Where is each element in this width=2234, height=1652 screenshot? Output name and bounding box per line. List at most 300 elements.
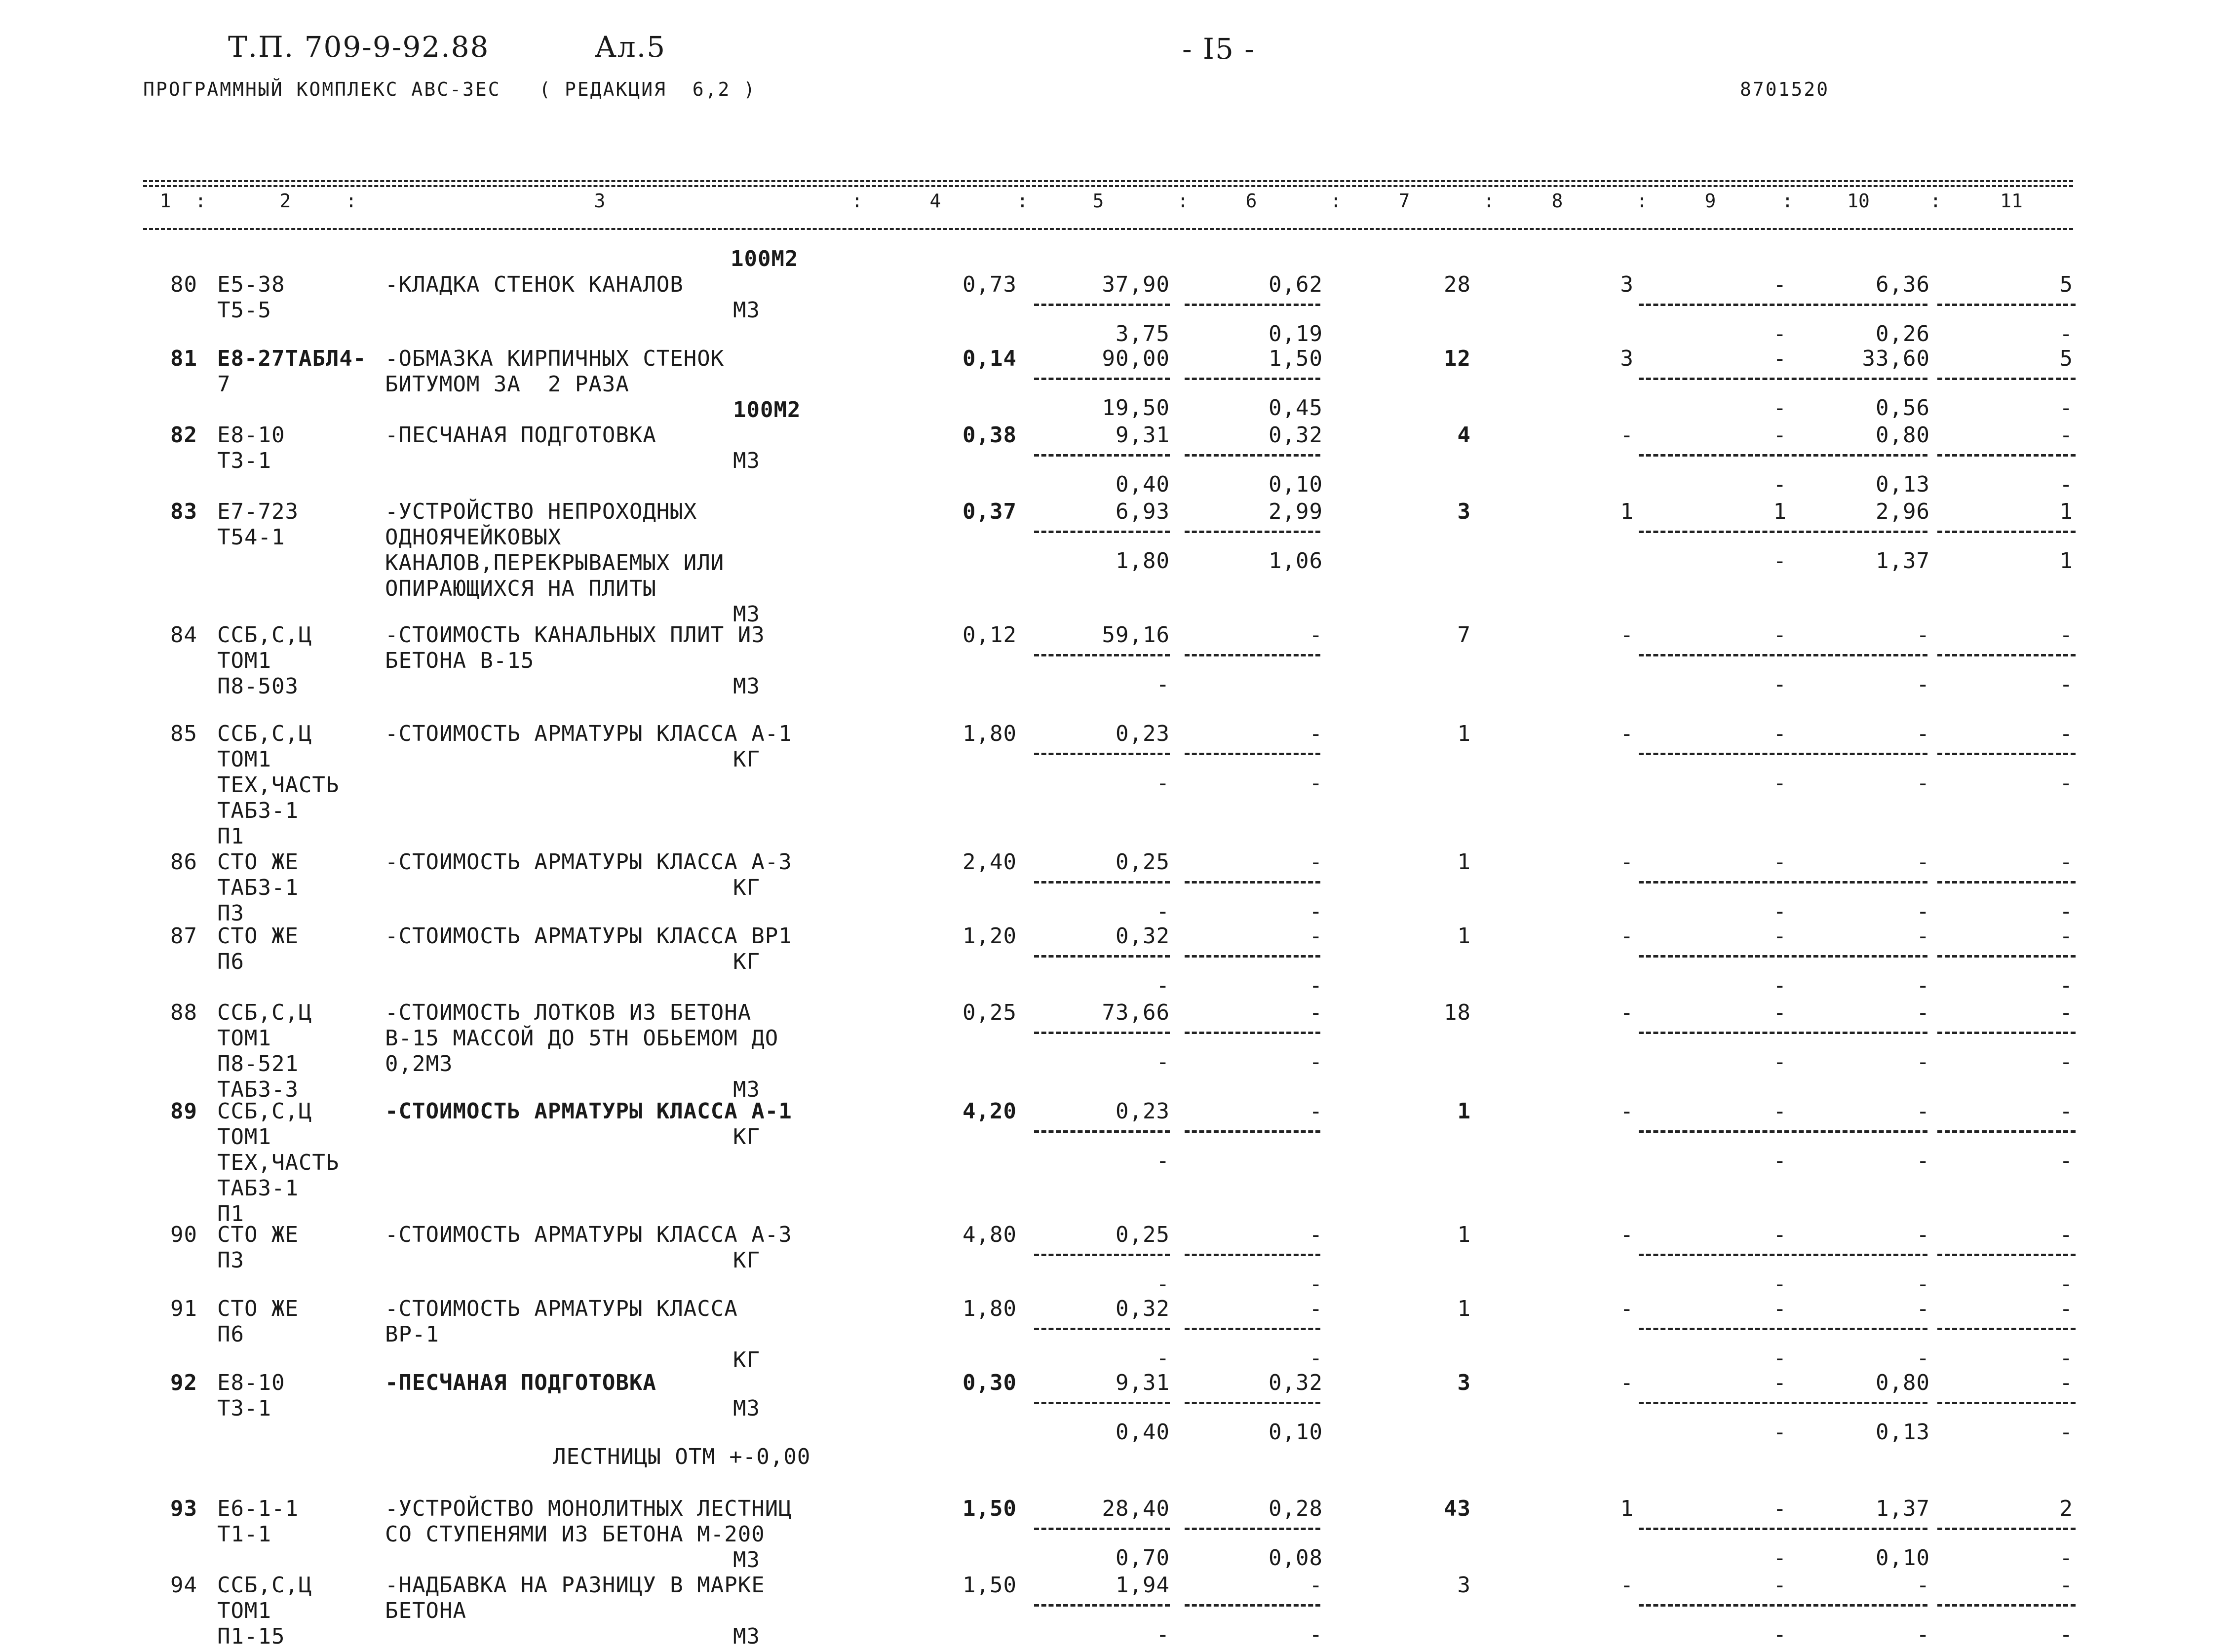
column-separator: : — [195, 190, 206, 212]
column-separator: : — [1782, 190, 1793, 212]
work-description: В-15 МАССОЙ ДО 5ТН ОБЬЕМОМ ДО — [385, 1026, 779, 1051]
value-underline — [1185, 1032, 1320, 1034]
cell-c6: 0,62 — [1269, 272, 1323, 297]
value-underline — [1639, 1402, 1782, 1404]
value-underline — [1784, 1328, 1927, 1330]
cell-c5: 73,66 — [1102, 1000, 1170, 1025]
cell-c7: 7 — [1457, 622, 1471, 648]
cell-c4: 1,80 — [963, 1296, 1017, 1321]
cell-c9b: - — [1773, 321, 1787, 346]
cell-c7: 1 — [1457, 923, 1471, 949]
value-underline — [1639, 304, 1782, 306]
value-underline — [1784, 304, 1927, 306]
program-line: ПРОГРАММНЫЙ КОМПЛЕКС АВС-ЗЕС ( РЕДАКЦИЯ 6,2 ) — [143, 78, 757, 100]
cell-c9b: - — [1773, 1049, 1787, 1075]
column-header-8: 8 — [1551, 190, 1563, 212]
cell-c4: 0,37 — [963, 499, 1017, 524]
value-underline — [1784, 881, 1927, 884]
norm-code: ССБ,С,Ц — [217, 1099, 312, 1124]
cell-c5: 0,32 — [1116, 1296, 1170, 1321]
value-underline — [1034, 1254, 1170, 1256]
table-top-rule-2 — [143, 185, 2073, 187]
value-underline — [1185, 304, 1320, 306]
cell-c10b: - — [1916, 672, 1930, 697]
value-underline — [1185, 753, 1320, 755]
norm-code: ТАБ3-1 — [217, 875, 299, 900]
cell-c4: 0,12 — [963, 622, 1017, 648]
cell-c5: 6,93 — [1116, 499, 1170, 524]
cell-c5b: 1,80 — [1116, 548, 1170, 574]
value-underline — [1034, 654, 1170, 656]
norm-code: П8-521 — [217, 1051, 299, 1076]
cell-c8: - — [1620, 622, 1634, 648]
value-underline — [1937, 1402, 2076, 1404]
row-number: 83 — [170, 499, 197, 524]
unit-label: М3 — [733, 674, 760, 699]
norm-code: ТЕХ,ЧАСТЬ — [217, 772, 340, 798]
cell-c6b: 0,19 — [1269, 321, 1323, 346]
value-underline — [1937, 304, 2076, 306]
cell-c5: 59,16 — [1102, 622, 1170, 648]
cell-c11b: - — [2059, 1148, 2073, 1173]
cell-c10b: 0,56 — [1876, 395, 1930, 421]
norm-code: Е8-10 — [217, 1370, 285, 1395]
value-underline — [1639, 531, 1782, 533]
cell-c5b: - — [1156, 1049, 1170, 1075]
value-underline — [1034, 454, 1170, 457]
cell-c9: - — [1773, 1370, 1787, 1395]
column-header-4: 4 — [929, 190, 941, 212]
cell-c11: 2 — [2059, 1496, 2073, 1521]
value-underline — [1034, 1402, 1170, 1404]
value-underline — [1937, 1032, 2076, 1034]
cell-c10b: 0,10 — [1876, 1545, 1930, 1571]
row-number: 87 — [170, 923, 197, 949]
cell-c9b: - — [1773, 770, 1787, 796]
cell-c9b: - — [1773, 973, 1787, 998]
value-underline — [1185, 955, 1320, 958]
norm-code: ТОМ1 — [217, 1026, 271, 1051]
value-underline — [1937, 955, 2076, 958]
cell-c11b: - — [2059, 1271, 2073, 1297]
work-description: ВР-1 — [385, 1322, 439, 1347]
cell-c7: 12 — [1444, 346, 1471, 371]
cell-c9b: - — [1773, 1622, 1787, 1647]
column-header-6: 6 — [1245, 190, 1257, 212]
value-underline — [1937, 1328, 2076, 1330]
value-underline — [1185, 531, 1320, 533]
column-header-3: 3 — [594, 190, 606, 212]
column-header-9: 9 — [1704, 190, 1716, 212]
work-description: -НАДБАВКА НА РАЗНИЦУ В МАРКЕ — [385, 1573, 765, 1598]
cell-c6: - — [1309, 849, 1323, 875]
norm-code: ТЕХ,ЧАСТЬ — [217, 1150, 340, 1175]
row-number: 84 — [170, 622, 197, 648]
cell-c11: - — [2059, 849, 2073, 875]
norm-code: 7 — [217, 372, 231, 397]
norm-code: Т1-1 — [217, 1522, 271, 1547]
row-number: 89 — [170, 1099, 197, 1124]
work-description: КАНАЛОВ,ПЕРЕКРЫВАЕМЫХ ИЛИ — [385, 550, 725, 576]
row-number: 90 — [170, 1222, 197, 1247]
value-underline — [1639, 753, 1782, 755]
cell-c6b: - — [1309, 899, 1323, 924]
cell-c8: - — [1620, 1222, 1634, 1247]
cell-c11: 5 — [2059, 272, 2073, 297]
column-separator: : — [346, 190, 357, 212]
cell-c10: 0,80 — [1876, 1370, 1930, 1395]
norm-code: ТАБ3-3 — [217, 1077, 299, 1102]
cell-c7: 3 — [1457, 499, 1471, 524]
cell-c7: 3 — [1457, 1573, 1471, 1598]
work-description: БИТУМОМ ЗА 2 РАЗА — [385, 372, 629, 397]
column-header-10: 10 — [1847, 190, 1870, 212]
cell-c11b: - — [2059, 472, 2073, 497]
cell-c7: 1 — [1457, 1296, 1471, 1321]
work-description: -УСТРОЙСТВО МОНОЛИТНЫХ ЛЕСТНИЦ — [385, 1496, 792, 1521]
cell-c11: - — [2059, 622, 2073, 648]
unit-label: КГ — [733, 1347, 760, 1373]
cell-c10: 2,96 — [1876, 499, 1930, 524]
norm-code: СТО ЖЕ — [217, 1222, 299, 1247]
unit-label: М3 — [733, 298, 760, 323]
cell-c11: - — [2059, 1296, 2073, 1321]
value-underline — [1784, 1032, 1927, 1034]
unit-label: КГ — [733, 949, 760, 974]
cell-c9: - — [1773, 1099, 1787, 1124]
value-underline — [1034, 531, 1170, 533]
norm-code: ТОМ1 — [217, 648, 271, 673]
column-separator: : — [1330, 190, 1342, 212]
cell-c9: - — [1773, 423, 1787, 448]
norm-code: ССБ,С,Ц — [217, 622, 312, 648]
norm-code: Е8-10 — [217, 423, 285, 448]
cell-c5b: 19,50 — [1102, 395, 1170, 421]
value-underline — [1639, 881, 1782, 884]
norm-code: ТОМ1 — [217, 747, 271, 772]
cell-c6b: - — [1309, 770, 1323, 796]
row-number: 93 — [170, 1496, 197, 1521]
cell-c5b: - — [1156, 973, 1170, 998]
cell-c5: 28,40 — [1102, 1496, 1170, 1521]
cell-c6: - — [1309, 1296, 1323, 1321]
cell-c7: 28 — [1444, 272, 1471, 297]
cell-c4: 0,25 — [963, 1000, 1017, 1025]
work-description: БЕТОНА — [385, 1598, 466, 1623]
cell-c10b: 1,37 — [1876, 548, 1930, 574]
cell-c11b: - — [2059, 899, 2073, 924]
column-header-11: 11 — [2000, 190, 2023, 212]
cell-c5b: - — [1156, 672, 1170, 697]
value-underline — [1639, 1254, 1782, 1256]
cell-c11b: - — [2059, 973, 2073, 998]
cell-c9: - — [1773, 1000, 1787, 1025]
cell-c8: 3 — [1620, 272, 1634, 297]
norm-code: ССБ,С,Ц — [217, 1000, 312, 1025]
work-description: -СТОИМОСТЬ АРМАТУРЫ КЛАССА А-1 — [385, 1099, 792, 1124]
norm-code: ТОМ1 — [217, 1124, 271, 1150]
work-description: -КЛАДКА СТЕНОК КАНАЛОВ — [385, 272, 684, 297]
column-header-rule — [143, 228, 2073, 230]
cell-c10: - — [1916, 1573, 1930, 1598]
column-separator: : — [1017, 190, 1028, 212]
norm-code: Е7-723 — [217, 499, 299, 524]
cell-c10b: - — [1916, 1148, 1930, 1173]
cell-c10b: 0,13 — [1876, 1420, 1930, 1445]
cell-c10: 1,37 — [1876, 1496, 1930, 1521]
norm-code: П6 — [217, 949, 244, 974]
cell-c6b: 1,06 — [1269, 548, 1323, 574]
value-underline — [1185, 654, 1320, 656]
cell-c5: 9,31 — [1116, 1370, 1170, 1395]
cell-c4: 0,73 — [963, 272, 1017, 297]
value-underline — [1639, 955, 1782, 958]
value-underline — [1639, 454, 1782, 457]
value-underline — [1034, 955, 1170, 958]
cell-c6b: 0,10 — [1269, 472, 1323, 497]
cell-c4: 0,14 — [963, 346, 1017, 371]
cell-c8: - — [1620, 923, 1634, 949]
norm-code: СТО ЖЕ — [217, 849, 299, 875]
cell-c11: - — [2059, 1099, 2073, 1124]
cell-c7: 3 — [1457, 1370, 1471, 1395]
norm-code: Е8-27ТАБЛ4- — [217, 346, 367, 371]
cell-c10: - — [1916, 849, 1930, 875]
value-underline — [1639, 1130, 1782, 1133]
value-underline — [1784, 1130, 1927, 1133]
cell-c4: 1,80 — [963, 721, 1017, 746]
cell-c9b: - — [1773, 1545, 1787, 1571]
value-underline — [1639, 1032, 1782, 1034]
value-underline — [1639, 1604, 1782, 1607]
value-underline — [1034, 1528, 1170, 1530]
cell-c11: 5 — [2059, 346, 2073, 371]
cell-c6b: - — [1309, 1049, 1323, 1075]
work-description: 0,2М3 — [385, 1051, 453, 1076]
cell-c5b: - — [1156, 1148, 1170, 1173]
unit-label: М3 — [733, 448, 760, 473]
value-underline — [1034, 1604, 1170, 1607]
value-underline — [1937, 454, 2076, 457]
cell-c11b: - — [2059, 1622, 2073, 1647]
work-description: -СТОИМОСТЬ АРМАТУРЫ КЛАССА А-3 — [385, 1222, 792, 1247]
table-top-rule — [143, 180, 2073, 182]
cell-c11: - — [2059, 1222, 2073, 1247]
cell-c9b: - — [1773, 1345, 1787, 1371]
value-underline — [1784, 531, 1927, 533]
value-underline — [1937, 753, 2076, 755]
cell-c10: - — [1916, 1222, 1930, 1247]
cell-c11b: - — [2059, 672, 2073, 697]
value-underline — [1784, 1254, 1927, 1256]
row-number: 82 — [170, 423, 197, 448]
value-underline — [1034, 378, 1170, 380]
cell-c6: 0,32 — [1269, 1370, 1323, 1395]
norm-code: П8-503 — [217, 674, 299, 699]
cell-c4: 0,30 — [963, 1370, 1017, 1395]
value-underline — [1937, 881, 2076, 884]
unit-label: М3 — [733, 1547, 760, 1573]
section-heading: ЛЕСТНИЦЫ ОТМ +-0,00 — [553, 1444, 811, 1469]
cell-c6: - — [1309, 923, 1323, 949]
norm-code: Е5-38 — [217, 272, 285, 297]
album-number: Ал.5 — [595, 30, 666, 64]
cell-c11b: - — [2059, 321, 2073, 346]
cell-c11b: - — [2059, 1345, 2073, 1371]
cell-c10: - — [1916, 923, 1930, 949]
norm-code: ССБ,С,Ц — [217, 721, 312, 746]
cell-c9b: - — [1773, 1420, 1787, 1445]
cell-c9b: - — [1773, 472, 1787, 497]
unit-label: КГ — [733, 1124, 760, 1150]
cell-c10: - — [1916, 1296, 1930, 1321]
cell-c11b: - — [2059, 395, 2073, 421]
cell-c9: - — [1773, 1222, 1787, 1247]
norm-code: Т3-1 — [217, 448, 271, 473]
work-description: -СТОИМОСТЬ КАНАЛЬНЫХ ПЛИТ ИЗ — [385, 622, 765, 648]
cell-c11: - — [2059, 1573, 2073, 1598]
cell-c9b: - — [1773, 1148, 1787, 1173]
cell-c11: - — [2059, 1000, 2073, 1025]
cell-c4: 4,80 — [963, 1222, 1017, 1247]
value-underline — [1639, 1328, 1782, 1330]
cell-c6: 1,50 — [1269, 346, 1323, 371]
cell-c5: 0,23 — [1116, 1099, 1170, 1124]
row-number: 91 — [170, 1296, 197, 1321]
column-header-2: 2 — [279, 190, 291, 212]
unit-label: КГ — [733, 747, 760, 772]
work-description: -СТОИМОСТЬ АРМАТУРЫ КЛАССА А-3 — [385, 849, 792, 875]
cell-c9: - — [1773, 923, 1787, 949]
value-underline — [1034, 1032, 1170, 1034]
cell-c6: 0,32 — [1269, 423, 1323, 448]
value-underline — [1185, 454, 1320, 457]
cell-c7: 1 — [1457, 849, 1471, 875]
cell-c5b: 0,40 — [1116, 1420, 1170, 1445]
cell-c10: 0,80 — [1876, 423, 1930, 448]
cell-c5b: - — [1156, 1622, 1170, 1647]
unit-label: М3 — [733, 1624, 760, 1649]
column-separator: : — [1930, 190, 1941, 212]
value-underline — [1639, 378, 1782, 380]
cell-c5b: 3,75 — [1116, 321, 1170, 346]
cell-c5: 0,23 — [1116, 721, 1170, 746]
cell-c8: - — [1620, 849, 1634, 875]
cell-c4: 4,20 — [963, 1099, 1017, 1124]
value-underline — [1784, 753, 1927, 755]
value-underline — [1185, 1254, 1320, 1256]
cell-c11b: - — [2059, 1545, 2073, 1571]
value-underline — [1034, 881, 1170, 884]
work-description: -СТОИМОСТЬ ЛОТКОВ ИЗ БЕТОНА — [385, 1000, 752, 1025]
work-description: -СТОИМОСТЬ АРМАТУРЫ КЛАССА ВР1 — [385, 923, 792, 949]
value-underline — [1185, 881, 1320, 884]
cell-c6b: - — [1309, 973, 1323, 998]
column-separator: : — [851, 190, 863, 212]
value-underline — [1034, 304, 1170, 306]
cell-c4: 1,50 — [963, 1573, 1017, 1598]
cell-c5b: - — [1156, 1345, 1170, 1371]
value-underline — [1784, 1604, 1927, 1607]
cell-c10: 33,60 — [1862, 346, 1930, 371]
cell-c11: 1 — [2059, 499, 2073, 524]
norm-code: П1 — [217, 1201, 244, 1227]
cell-c10: - — [1916, 622, 1930, 648]
cell-c5: 0,32 — [1116, 923, 1170, 949]
cell-c5b: - — [1156, 770, 1170, 796]
cell-c8: - — [1620, 423, 1634, 448]
cell-c7: 18 — [1444, 1000, 1471, 1025]
cell-c10: 6,36 — [1876, 272, 1930, 297]
value-underline — [1034, 1130, 1170, 1133]
value-underline — [1784, 654, 1927, 656]
cell-c8: 3 — [1620, 346, 1634, 371]
cell-c9b: - — [1773, 548, 1787, 574]
cell-c6b: 0,10 — [1269, 1420, 1323, 1445]
cell-c6: - — [1309, 1222, 1323, 1247]
cell-c6: - — [1309, 1573, 1323, 1598]
value-underline — [1784, 378, 1927, 380]
work-description: ОПИРАЮЩИХСЯ НА ПЛИТЫ — [385, 576, 656, 601]
work-description: -ОБМАЗКА КИРПИЧНЫХ СТЕНОК — [385, 346, 725, 371]
cell-c10b: - — [1916, 973, 1930, 998]
cell-c10b: 0,26 — [1876, 321, 1930, 346]
cell-c7: 1 — [1457, 721, 1471, 746]
cell-c6b: - — [1309, 1622, 1323, 1647]
column-separator: : — [1177, 190, 1189, 212]
cell-c11b: - — [2059, 770, 2073, 796]
unit-label: М3 — [733, 1077, 760, 1102]
doc-code: 8701520 — [1740, 78, 1830, 100]
value-underline — [1937, 1528, 2076, 1530]
cell-c6b: - — [1309, 1271, 1323, 1297]
row-number: 92 — [170, 1370, 197, 1395]
cell-c5b: - — [1156, 1271, 1170, 1297]
value-underline — [1937, 378, 2076, 380]
cell-c8: - — [1620, 1000, 1634, 1025]
work-description: -ПЕСЧАНАЯ ПОДГОТОВКА — [385, 1370, 656, 1395]
cell-c8: - — [1620, 1370, 1634, 1395]
value-underline — [1784, 1528, 1927, 1530]
cell-c7: 1 — [1457, 1222, 1471, 1247]
page-number: - I5 - — [1182, 32, 1255, 66]
cell-c8: 1 — [1620, 499, 1634, 524]
cell-c10: - — [1916, 1099, 1930, 1124]
cell-c9b: - — [1773, 672, 1787, 697]
unit-label: М3 — [733, 1396, 760, 1421]
cell-c7: 43 — [1444, 1496, 1471, 1521]
cell-c8: 1 — [1620, 1496, 1634, 1521]
cell-c5: 1,94 — [1116, 1573, 1170, 1598]
cell-c10b: - — [1916, 899, 1930, 924]
cell-c5b: 0,40 — [1116, 472, 1170, 497]
cell-c10b: - — [1916, 1049, 1930, 1075]
cell-c10b: - — [1916, 1345, 1930, 1371]
cell-c10b: 0,13 — [1876, 472, 1930, 497]
value-underline — [1185, 1402, 1320, 1404]
cell-c6b: 0,08 — [1269, 1545, 1323, 1571]
value-underline — [1784, 454, 1927, 457]
cell-c9: - — [1773, 1573, 1787, 1598]
cell-c5: 0,25 — [1116, 1222, 1170, 1247]
value-underline — [1034, 753, 1170, 755]
work-description: -СТОИМОСТЬ АРМАТУРЫ КЛАССА — [385, 1296, 738, 1321]
norm-code: СТО ЖЕ — [217, 923, 299, 949]
cell-c9b: - — [1773, 1271, 1787, 1297]
cell-c9: - — [1773, 622, 1787, 648]
cell-c5: 0,25 — [1116, 849, 1170, 875]
cell-c6: 0,28 — [1269, 1496, 1323, 1521]
